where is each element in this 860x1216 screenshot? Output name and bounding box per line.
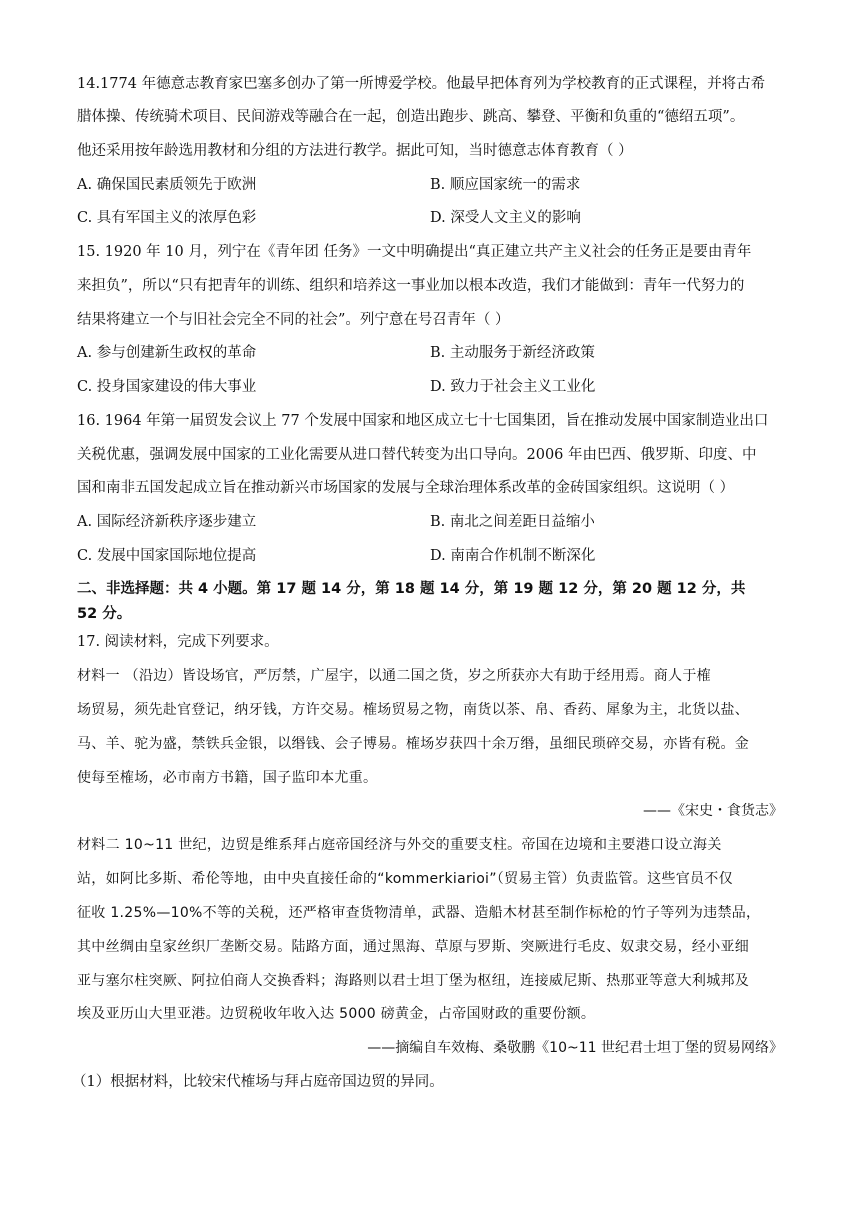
q16-line-2: 关税优惠，强调发展中国家的工业化需要从进口替代转变为出口导向。2006 年由巴西、俄罗斯、印度、中 xyxy=(77,447,757,463)
q15-option-a: A. 参与创建新生政权的革命 xyxy=(77,345,257,361)
q17-material-1-line-1: 材料一 （沿边）皆设场官，严厉禁，广屋宇，以通二国之货，岁之所获亦大有助于经用焉。商人于榷 xyxy=(77,668,711,684)
q16-option-d: D. 南南合作机制不断深化 xyxy=(430,548,596,564)
q17-material-2-line-2: 站，如阿比多斯、希伦等地，由中央直接任命的“kommerkiarioi”（贸易主管）负责监管。这些官员不仅 xyxy=(77,871,733,887)
q14-option-c: C. 具有军国主义的浓厚色彩 xyxy=(77,210,257,226)
section-2-heading-line-1: 二、非选择题：共 4 小题。第 17 题 14 分，第 18 题 14 分，第 19 题 12 分，第 20 题 12 分，共 xyxy=(77,581,746,597)
q14-line-3: 他还采用按年龄选用教材和分组的方法进行教学。据此可知，当时德意志体育教育（ ） xyxy=(77,143,633,159)
section-2-heading-line-2: 52 分。 xyxy=(77,606,132,622)
q15-line-1: 15. 1920 年 10 月，列宁在《青年团 任务》一文中明确提出“真正建立共产主义社会的任务正是要由青年 xyxy=(77,244,752,260)
q15-option-c: C. 投身国家建设的伟大事业 xyxy=(77,379,257,395)
q17-source-2: ——摘编自车效梅、桑敬鹏《10~11 世纪君士坦丁堡的贸易网络》 xyxy=(367,1040,783,1056)
q17-source-1: ——《宋史・食货志》 xyxy=(643,803,783,819)
q17-material-2-line-1: 材料二 10~11 世纪，边贸是维系拜占庭帝国经济与外交的重要支柱。帝国在边境和主要港口设立海关 xyxy=(77,837,722,853)
q17-material-2-line-6: 埃及亚历山大里亚港。边贸税收年收入达 5000 磅黄金，占帝国财政的重要份额。 xyxy=(77,1006,596,1022)
q17-material-1-line-3: 马、羊、驼为盛，禁铁兵金银，以缗钱、会子博易。榷场岁获四十余万缗，虽细民琐碎交易，亦皆有税。金 xyxy=(77,736,750,752)
q14-line-1: 14.1774 年德意志教育家巴塞多创办了第一所博爱学校。他最早把体育列为学校教育的正式课程，并将古希 xyxy=(77,76,766,92)
q14-line-2: 腊体操、传统骑术项目、民间游戏等融合在一起，创造出跑步、跳高、攀登、平衡和负重的“德绍五项”。 xyxy=(77,109,745,125)
q14-option-b: B. 顺应国家统一的需求 xyxy=(430,177,581,193)
q16-line-1: 16. 1964 年第一届贸发会议上 77 个发展中国家和地区成立七十七国集团，旨在推动发展中国家制造业出口 xyxy=(77,413,769,429)
q17-sub-question-1: （1）根据材料，比较宋代榷场与拜占庭帝国边贸的异同。 xyxy=(72,1074,444,1090)
q16-line-3: 国和南非五国发起成立旨在推动新兴市场国家的发展与全球治理体系改革的金砖国家组织。这说明（ ） xyxy=(77,480,735,496)
q17-material-1-line-4: 使每至榷场，必市南方书籍，国子监印本尤重。 xyxy=(77,770,378,786)
q14-option-a: A. 确保国民素质领先于欧洲 xyxy=(77,177,257,193)
q16-option-b: B. 南北之间差距日益缩小 xyxy=(430,514,595,530)
q16-option-a: A. 国际经济新秩序逐步建立 xyxy=(77,514,257,530)
q16-option-c: C. 发展中国家国际地位提高 xyxy=(77,548,257,564)
q15-line-3: 结果将建立一个与旧社会完全不同的社会”。列宁意在号召青年（ ） xyxy=(77,312,510,328)
q17-intro: 17. 阅读材料，完成下列要求。 xyxy=(77,634,279,650)
q15-line-2: 来担负”，所以“只有把青年的训练、组织和培养这一事业加以根本改造，我们才能做到：青年一代努力的 xyxy=(77,278,745,294)
q14-option-d: D. 深受人文主义的影响 xyxy=(430,210,581,226)
q17-material-1-line-2: 场贸易，须先赴官登记，纳牙钱，方许交易。榷场贸易之物，南货以茶、帛、香药、犀象为主，北货以盐、 xyxy=(77,702,750,718)
q17-material-2-line-4: 其中丝绸由皇家丝织厂垄断交易。陆路方面，通过黑海、草原与罗斯、突厥进行毛皮、奴隶交易，经小亚细 xyxy=(77,939,750,955)
q15-option-b: B. 主动服务于新经济政策 xyxy=(430,345,595,361)
q17-material-2-line-5: 亚与塞尔柱突厥、阿拉伯商人交换香料；海路则以君士坦丁堡为枢纽，连接威尼斯、热那亚等意大利城邦及 xyxy=(77,973,750,989)
q15-option-d: D. 致力于社会主义工业化 xyxy=(430,379,596,395)
q17-material-2-line-3: 征收 1.25%—10%不等的关税，还严格审查货物清单，武器、造船木材甚至制作标枪的竹子等列为违禁品， xyxy=(77,905,761,921)
